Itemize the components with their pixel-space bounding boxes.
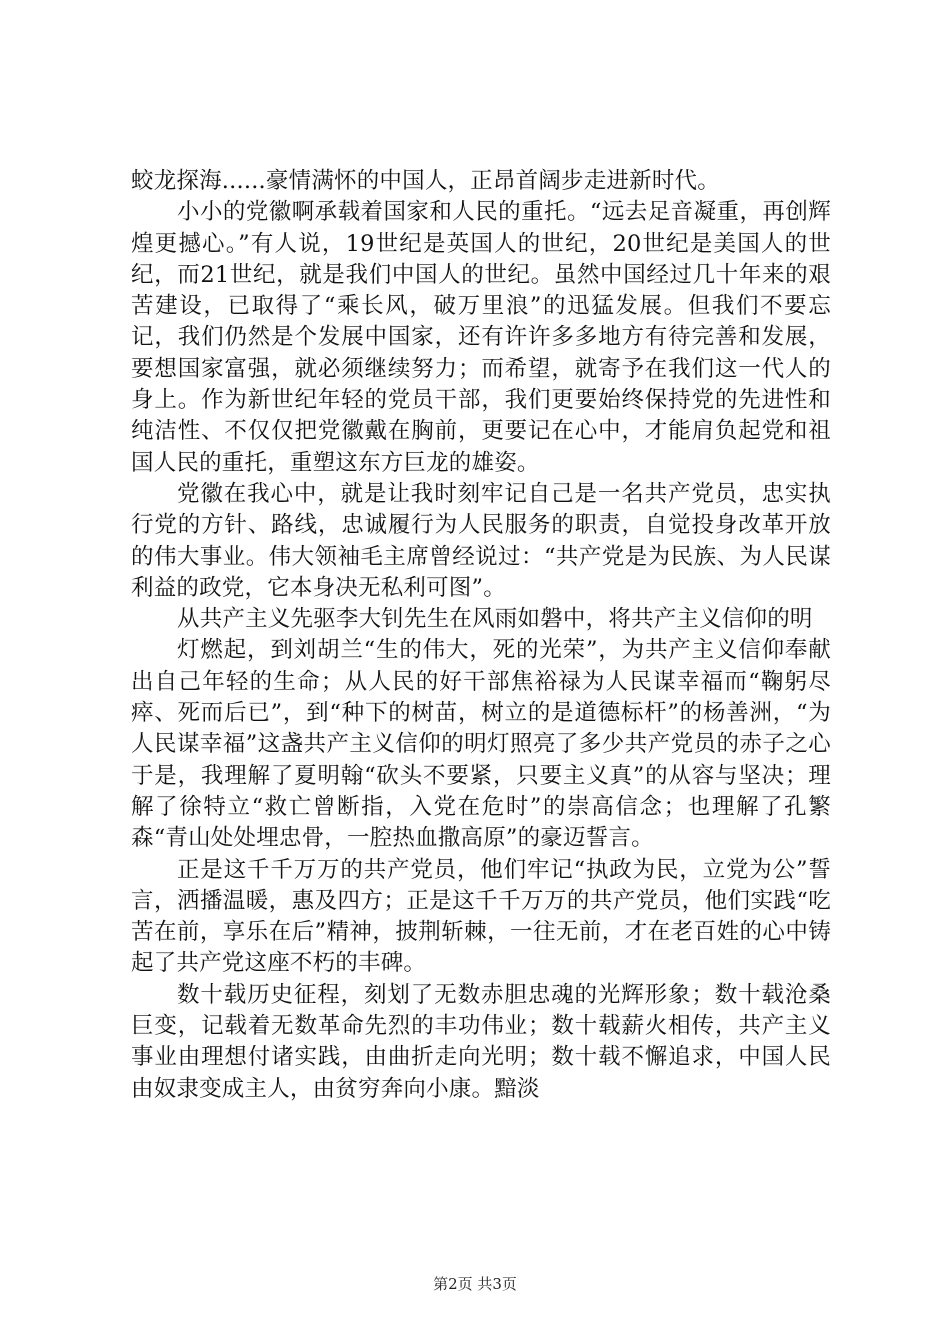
paragraph-7: 数十载历史征程，刻划了无数赤胆忠魂的光辉形象；数十载沧桑巨变，记载着无数革命先烈的丰功伟业；数十载薪火相传，共产主义事业由理想付诸实践，由曲折走向光明；数十载不懈追求，中国人民由奴隶变成主人，由贫穷奔向小康。黯淡 xyxy=(131,981,831,1102)
paragraph-2: 小小的党徽啊承载着国家和人民的重托。“远去足音凝重，再创辉煌更撼心。”有人说，19世纪是英国人的世纪，20世纪是美国人的世纪，而21世纪，就是我们中国人的世纪。虽然中国经过几十年来的艰苦建设，已取得了“乘长风，破万里浪”的迅猛发展。但我们不要忘记，我们仍然是个发展中国家，还有许许多多地方有待完善和发展，要想国家富强，就必须继续努力；而希望，就寄予在我们这一代人的身上。作为新世纪年轻的党员干部，我们更要始终保持党的先进性和纯洁性、不仅仅把党徽戴在胸前，更要记在心中，才能肩负起党和祖国人民的重托，重塑这东方巨龙的雄姿。 xyxy=(131,199,831,476)
paragraph-4: 从共产主义先驱李大钊先生在风雨如磐中，将共产主义信仰的明 xyxy=(177,606,813,633)
paragraph-3: 党徽在我心中，就是让我时刻牢记自己是一名共产党员，忠实执行党的方针、路线，忠诚履行为人民服务的职责，自觉投身改革开放的伟大事业。伟大领袖毛主席曾经说过：“共产党是为民族、为人民谋利益的政党，它本身决无私利可图”。 xyxy=(131,480,831,601)
paragraph-6: 正是这千千万万的共产党员，他们牢记“执政为民，立党为公”誓言，洒播温暖，惠及四方；正是这千千万万的共产党员，他们实践“吃苦在前，享乐在后”精神，披荆斩棘，一往无前，才在老百姓的心中铸起了共产党这座不朽的丰碑。 xyxy=(131,856,831,977)
paragraph-5: 灯燃起，到刘胡兰“生的伟大，死的光荣”，为共产主义信仰奉献出自己年轻的生命；从人民的好干部焦裕禄为人民谋幸福而“鞠躬尽瘁、死而后已”，到“种下的树苗，树立的是道德标杆”的杨善洲，“为人民谋幸福”这盏共产主义信仰的明灯照亮了多少共产党员的赤子之心于是，我理解了夏明翰“砍头不要紧，只要主义真”的从容与坚决；理解了徐特立“救亡曾断指，入党在危时”的崇高信念；也理解了孔繁森“青山处处埋忠骨，一腔热血撒高原”的豪迈誓言。 xyxy=(131,637,831,852)
document-body xyxy=(131,166,831,1105)
page-number-footer: 第2页 共3页 xyxy=(433,1275,517,1293)
paragraph-1: 蛟龙探海......豪情满怀的中国人，正昂首阔步走进新时代。 xyxy=(131,168,720,194)
